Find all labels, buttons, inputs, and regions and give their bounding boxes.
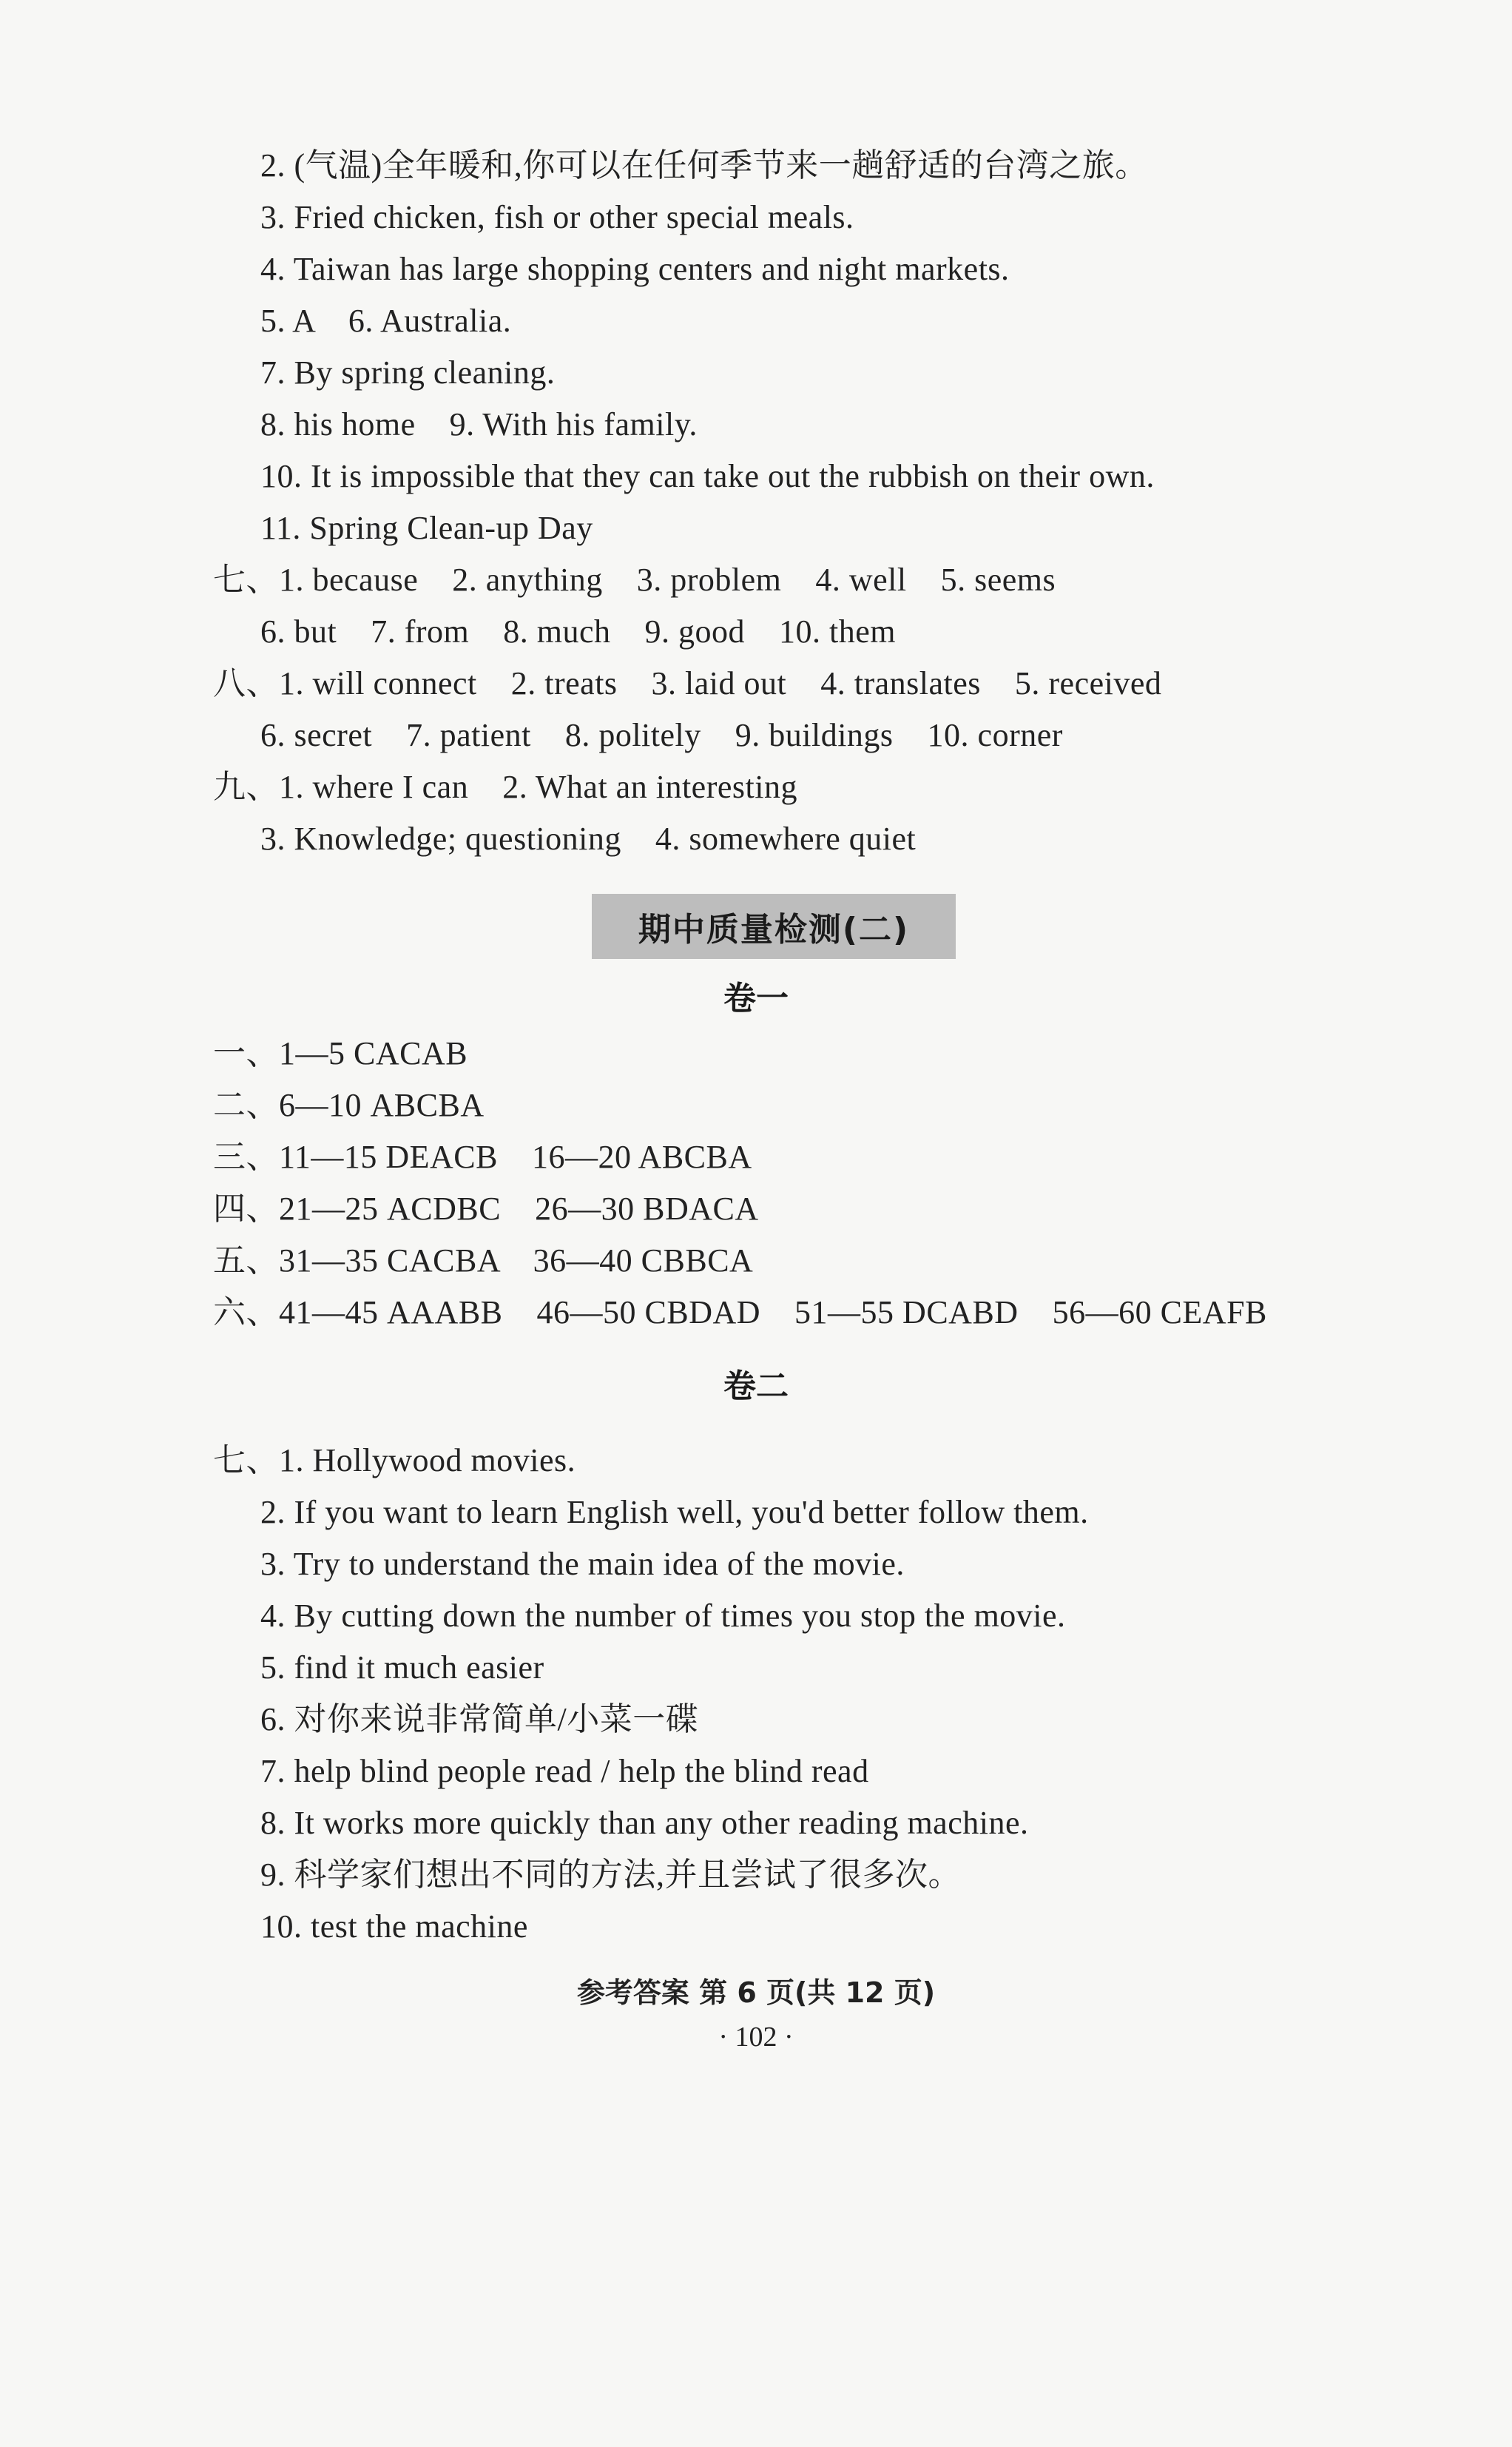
answer-line: 4. Taiwan has large shopping centers and night markets. <box>260 251 1010 287</box>
paper-2-line: 3. Try to understand the main idea of the movie. <box>260 1546 905 1582</box>
paper-1-line: 三、11—15 DEACB 16—20 ABCBA <box>213 1139 752 1175</box>
answer-line: 5. A 6. Australia. <box>260 303 512 339</box>
answer-line: 8. his home 9. With his family. <box>260 406 698 442</box>
answer-line: 2. (气温)全年暖和,你可以在任何季节来一趟舒适的台湾之旅。 <box>260 147 1148 184</box>
paper-2-heading: 卷二 <box>723 1367 789 1405</box>
section-9-line-1: 九、1. where I can 2. What an interesting <box>213 769 797 805</box>
paper-1-line: 六、41—45 AAABB 46—50 CBDAD 51—55 DCABD 56—60 CEAFB <box>213 1294 1267 1330</box>
section-7-line-1: 七、1. because 2. anything 3. problem 4. well 5. seems <box>213 562 1056 598</box>
paper-2-line: 6. 对你来说非常简单/小菜一碟 <box>260 1701 699 1737</box>
section-9-line-2: 3. Knowledge; questioning 4. somewhere quiet <box>260 821 917 857</box>
paper-2-line: 7. help blind people read / help the blind read <box>260 1753 869 1789</box>
exam-title: 期中质量检测(二) <box>638 911 910 949</box>
paper-1-line: 二、6—10 ABCBA <box>213 1087 485 1123</box>
paper-1-line: 一、1—5 CACAB <box>213 1035 468 1071</box>
paper-2-line: 4. By cutting down the number of times you stop the movie. <box>260 1598 1066 1634</box>
answer-line: 7. By spring cleaning. <box>260 354 556 391</box>
paper-2-line: 8. It works more quickly than any other reading machine. <box>260 1805 1029 1841</box>
paper-2-first-line: 七、1. Hollywood movies. <box>213 1442 576 1478</box>
paper-2-line: 10. test the machine <box>260 1908 528 1945</box>
answer-line: 11. Spring Clean-up Day <box>260 510 593 546</box>
paper-1-line: 四、21—25 ACDBC 26—30 BDACA <box>213 1191 759 1227</box>
answer-line: 10. It is impossible that they can take out the rubbish on their own. <box>260 458 1155 494</box>
exam-title-banner <box>592 894 956 959</box>
footer-label: 参考答案 第 6 页(共 12 页) <box>576 1976 936 2009</box>
paper-2-line: 9. 科学家们想出不同的方法,并且尝试了很多次。 <box>260 1857 961 1893</box>
section-8-line-1: 八、1. will connect 2. treats 3. laid out 4. translates 5. received <box>213 665 1162 701</box>
answer-line: 3. Fried chicken, fish or other special meals. <box>260 199 854 235</box>
paper-2-line: 2. If you want to learn English well, you'd better follow them. <box>260 1494 1089 1530</box>
paper-1-line: 五、31—35 CACBA 36—40 CBBCA <box>213 1242 754 1279</box>
section-8-line-2: 6. secret 7. patient 8. politely 9. buildings 10. corner <box>260 717 1063 753</box>
page-number: · 102 · <box>718 2022 794 2053</box>
section-7-line-2: 6. but 7. from 8. much 9. good 10. them <box>260 613 896 650</box>
paper-2-line: 5. find it much easier <box>260 1649 544 1686</box>
paper-1-heading: 卷一 <box>723 980 789 1017</box>
